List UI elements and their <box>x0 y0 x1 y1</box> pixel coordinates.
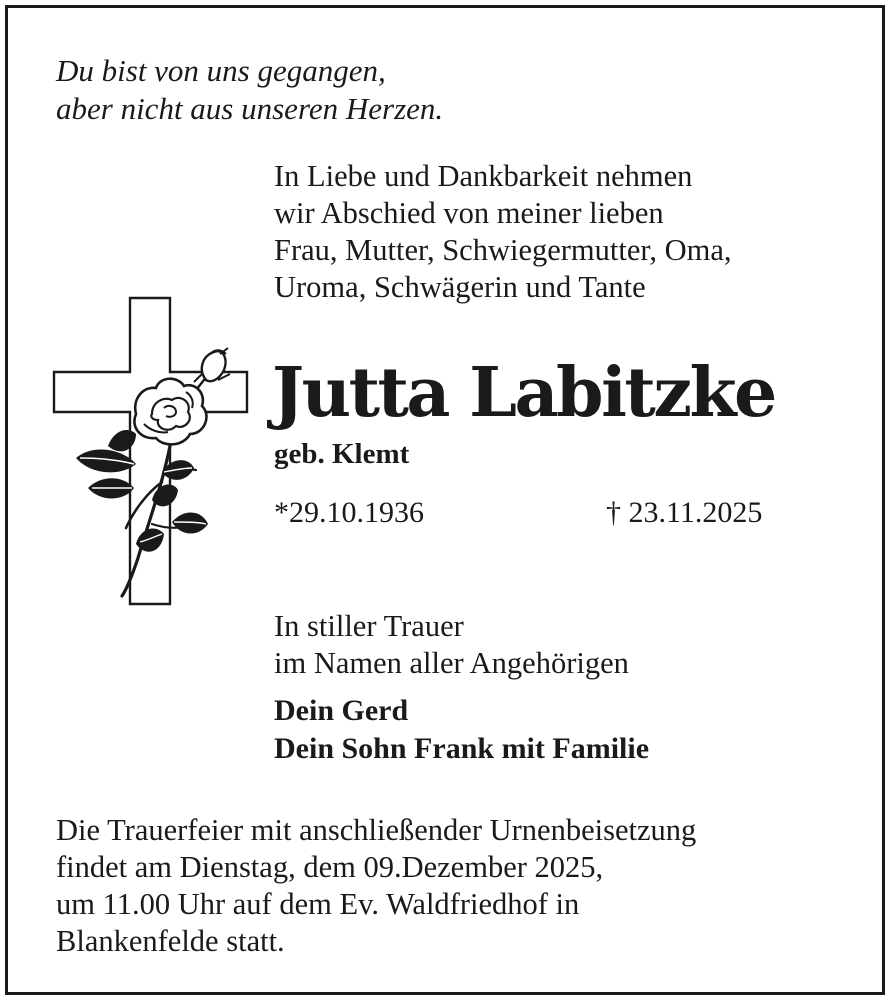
motto <box>56 52 443 128</box>
obituary-notice <box>5 5 885 995</box>
funeral-line: um 11.00 Uhr auf dem Ev. Waldfriedhof in <box>56 887 580 921</box>
intro-line: Frau, Mutter, Schwiegermutter, Oma, <box>274 233 732 267</box>
mourning-text <box>274 608 629 682</box>
funeral-line: Blankenfelde statt. <box>56 924 285 958</box>
death-date: † 23.11.2025 <box>606 496 763 529</box>
intro-text <box>274 158 732 306</box>
motto-line: Du bist von uns gegangen, <box>56 53 386 88</box>
cross-with-rose-icon <box>52 296 252 606</box>
birth-date: *29.10.1936 <box>274 496 424 529</box>
signers <box>274 692 649 768</box>
signer: Dein Sohn Frank mit Familie <box>274 732 650 765</box>
mourning-line: im Namen aller Angehörigen <box>274 646 629 680</box>
intro-line: wir Abschied von meiner lieben <box>274 196 664 230</box>
funeral-line: findet am Dienstag, dem 09.Dezember 2025, <box>56 850 604 884</box>
motto-line: aber nicht aus unseren Herzen. <box>56 91 444 126</box>
signer: Dein Gerd <box>274 694 409 727</box>
intro-line: In Liebe und Dankbarkeit nehmen <box>274 159 693 193</box>
mourning-line: In stiller Trauer <box>274 609 464 643</box>
deceased-name: Jutta Labitzke <box>272 353 775 433</box>
funeral-line: Die Trauerfeier mit anschließender Urnenbeisetzung <box>56 813 697 847</box>
maiden-name: geb. Klemt <box>274 438 410 470</box>
intro-line: Uroma, Schwägerin und Tante <box>274 270 646 304</box>
funeral-info <box>56 812 696 960</box>
